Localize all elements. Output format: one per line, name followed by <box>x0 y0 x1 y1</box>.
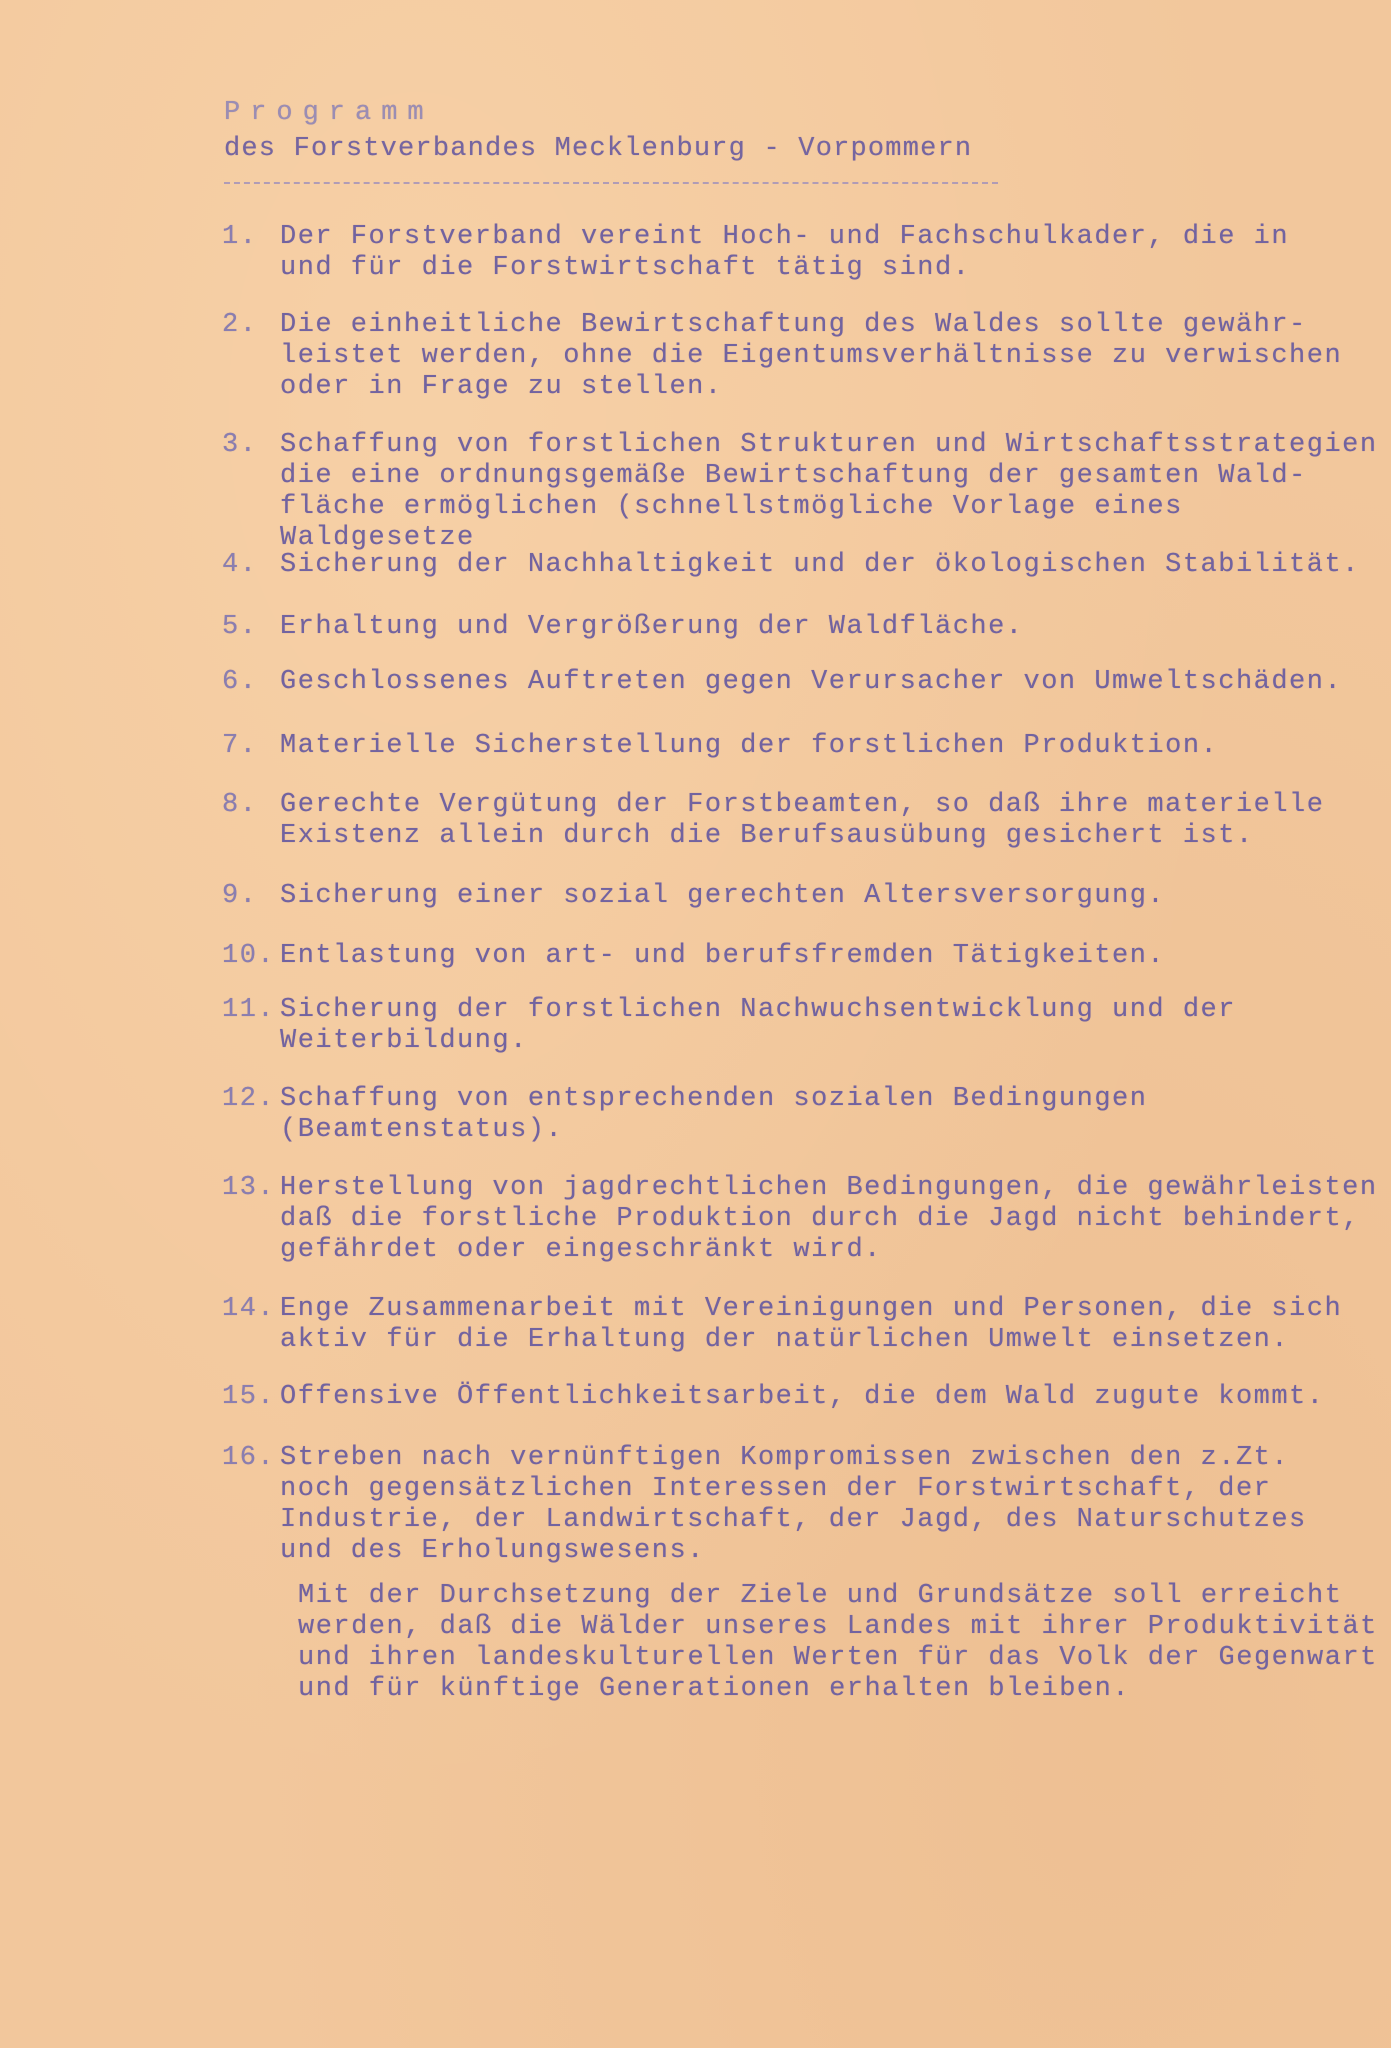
item-number: 6. <box>222 667 258 697</box>
item-number: 14. <box>222 1294 276 1324</box>
item-number: 1. <box>222 222 258 252</box>
item-text: Sicherung der Nachhaltigkeit und der ökologischen Stabilität. <box>280 550 1360 580</box>
item-text: Gerechte Vergütung der Forstbeamten, so daß ihre materielle Existenz allein durch die Berufsausübung gesichert ist. <box>280 790 1325 851</box>
item-text: Offensive Öffentlichkeitsarbeit, die dem Wald zugute kommt. <box>280 1382 1325 1412</box>
item-text: Materielle Sicherstellung der forstlichen Produktion. <box>280 731 1219 761</box>
item-text: Schaffung von entsprechenden sozialen Bedingungen (Beamtenstatus). <box>280 1084 1148 1145</box>
closing-paragraph: Mit der Durchsetzung der Ziele und Grundsätze soll erreicht werden, daß die Wälder unseres Landes mit ihrer Produktivität und ihren landeskulturellen Werten für das Volk der Gegenwart und für künftige Generationen erhalten bleiben. <box>298 1581 1378 1704</box>
item-number: 4. <box>222 550 258 580</box>
item-number: 13. <box>222 1173 276 1203</box>
item-number: 9. <box>222 881 258 911</box>
item-number: 8. <box>222 790 258 820</box>
item-text: Sicherung der forstlichen Nachwuchsentwicklung und der Weiterbildung. <box>280 995 1236 1056</box>
item-text: Schaffung von forstlichen Strukturen und Wirtschaftsstrategien die eine ordnungsgemäße Bewirtschaftung der gesamten Wald- fläche ermöglichen (schnellstmögliche Vorlage eines Waldgesetze <box>280 430 1378 553</box>
item-number: 2. <box>222 310 258 340</box>
item-number: 11. <box>222 995 276 1025</box>
document-subtitle: des Forstverbandes Mecklenburg - Vorpommern <box>224 134 973 164</box>
item-text: Die einheitliche Bewirtschaftung des Waldes sollte gewähr- leistet werden, ohne die Eigentumsverhältnisse zu verwischen oder in Frage zu stellen. <box>280 310 1343 402</box>
item-number: 5. <box>222 612 258 642</box>
item-number: 12. <box>222 1084 276 1114</box>
item-text: Geschlossenes Auftreten gegen Verursacher von Umweltschäden. <box>280 667 1343 697</box>
item-text: Entlastung von art- und berufsfremden Tätigkeiten. <box>280 941 1166 971</box>
item-number: 15. <box>222 1382 276 1412</box>
item-text: Streben nach vernünftigen Kompromissen zwischen den z.Zt. noch gegensätzlichen Interessen der Forstwirtschaft, der Industrie, der Landwirtschaft, der Jagd, des Naturschutzes und des Erholungswesens. <box>280 1443 1307 1566</box>
item-text: Herstellung von jagdrechtlichen Bedingungen, die gewährleisten daß die forstliche Produktion durch die Jagd nicht behindert, gefährdet oder eingeschränkt wird. <box>280 1173 1378 1265</box>
item-text: Erhaltung und Vergrößerung der Waldfläche. <box>280 612 1024 642</box>
item-text: Der Forstverband vereint Hoch- und Fachschulkader, die in und für die Forstwirtschaft tätig sind. <box>280 222 1290 283</box>
item-number: 10. <box>222 941 276 971</box>
title-underline <box>224 182 998 184</box>
document-title: Programm <box>224 98 434 128</box>
item-text: Sicherung einer sozial gerechten Altersversorgung. <box>280 881 1166 911</box>
item-number: 3. <box>222 430 258 460</box>
item-text: Enge Zusammenarbeit mit Vereinigungen und Personen, die sich aktiv für die Erhaltung der natürlichen Umwelt einsetzen. <box>280 1294 1343 1355</box>
item-number: 7. <box>222 731 258 761</box>
item-number: 16. <box>222 1443 276 1473</box>
